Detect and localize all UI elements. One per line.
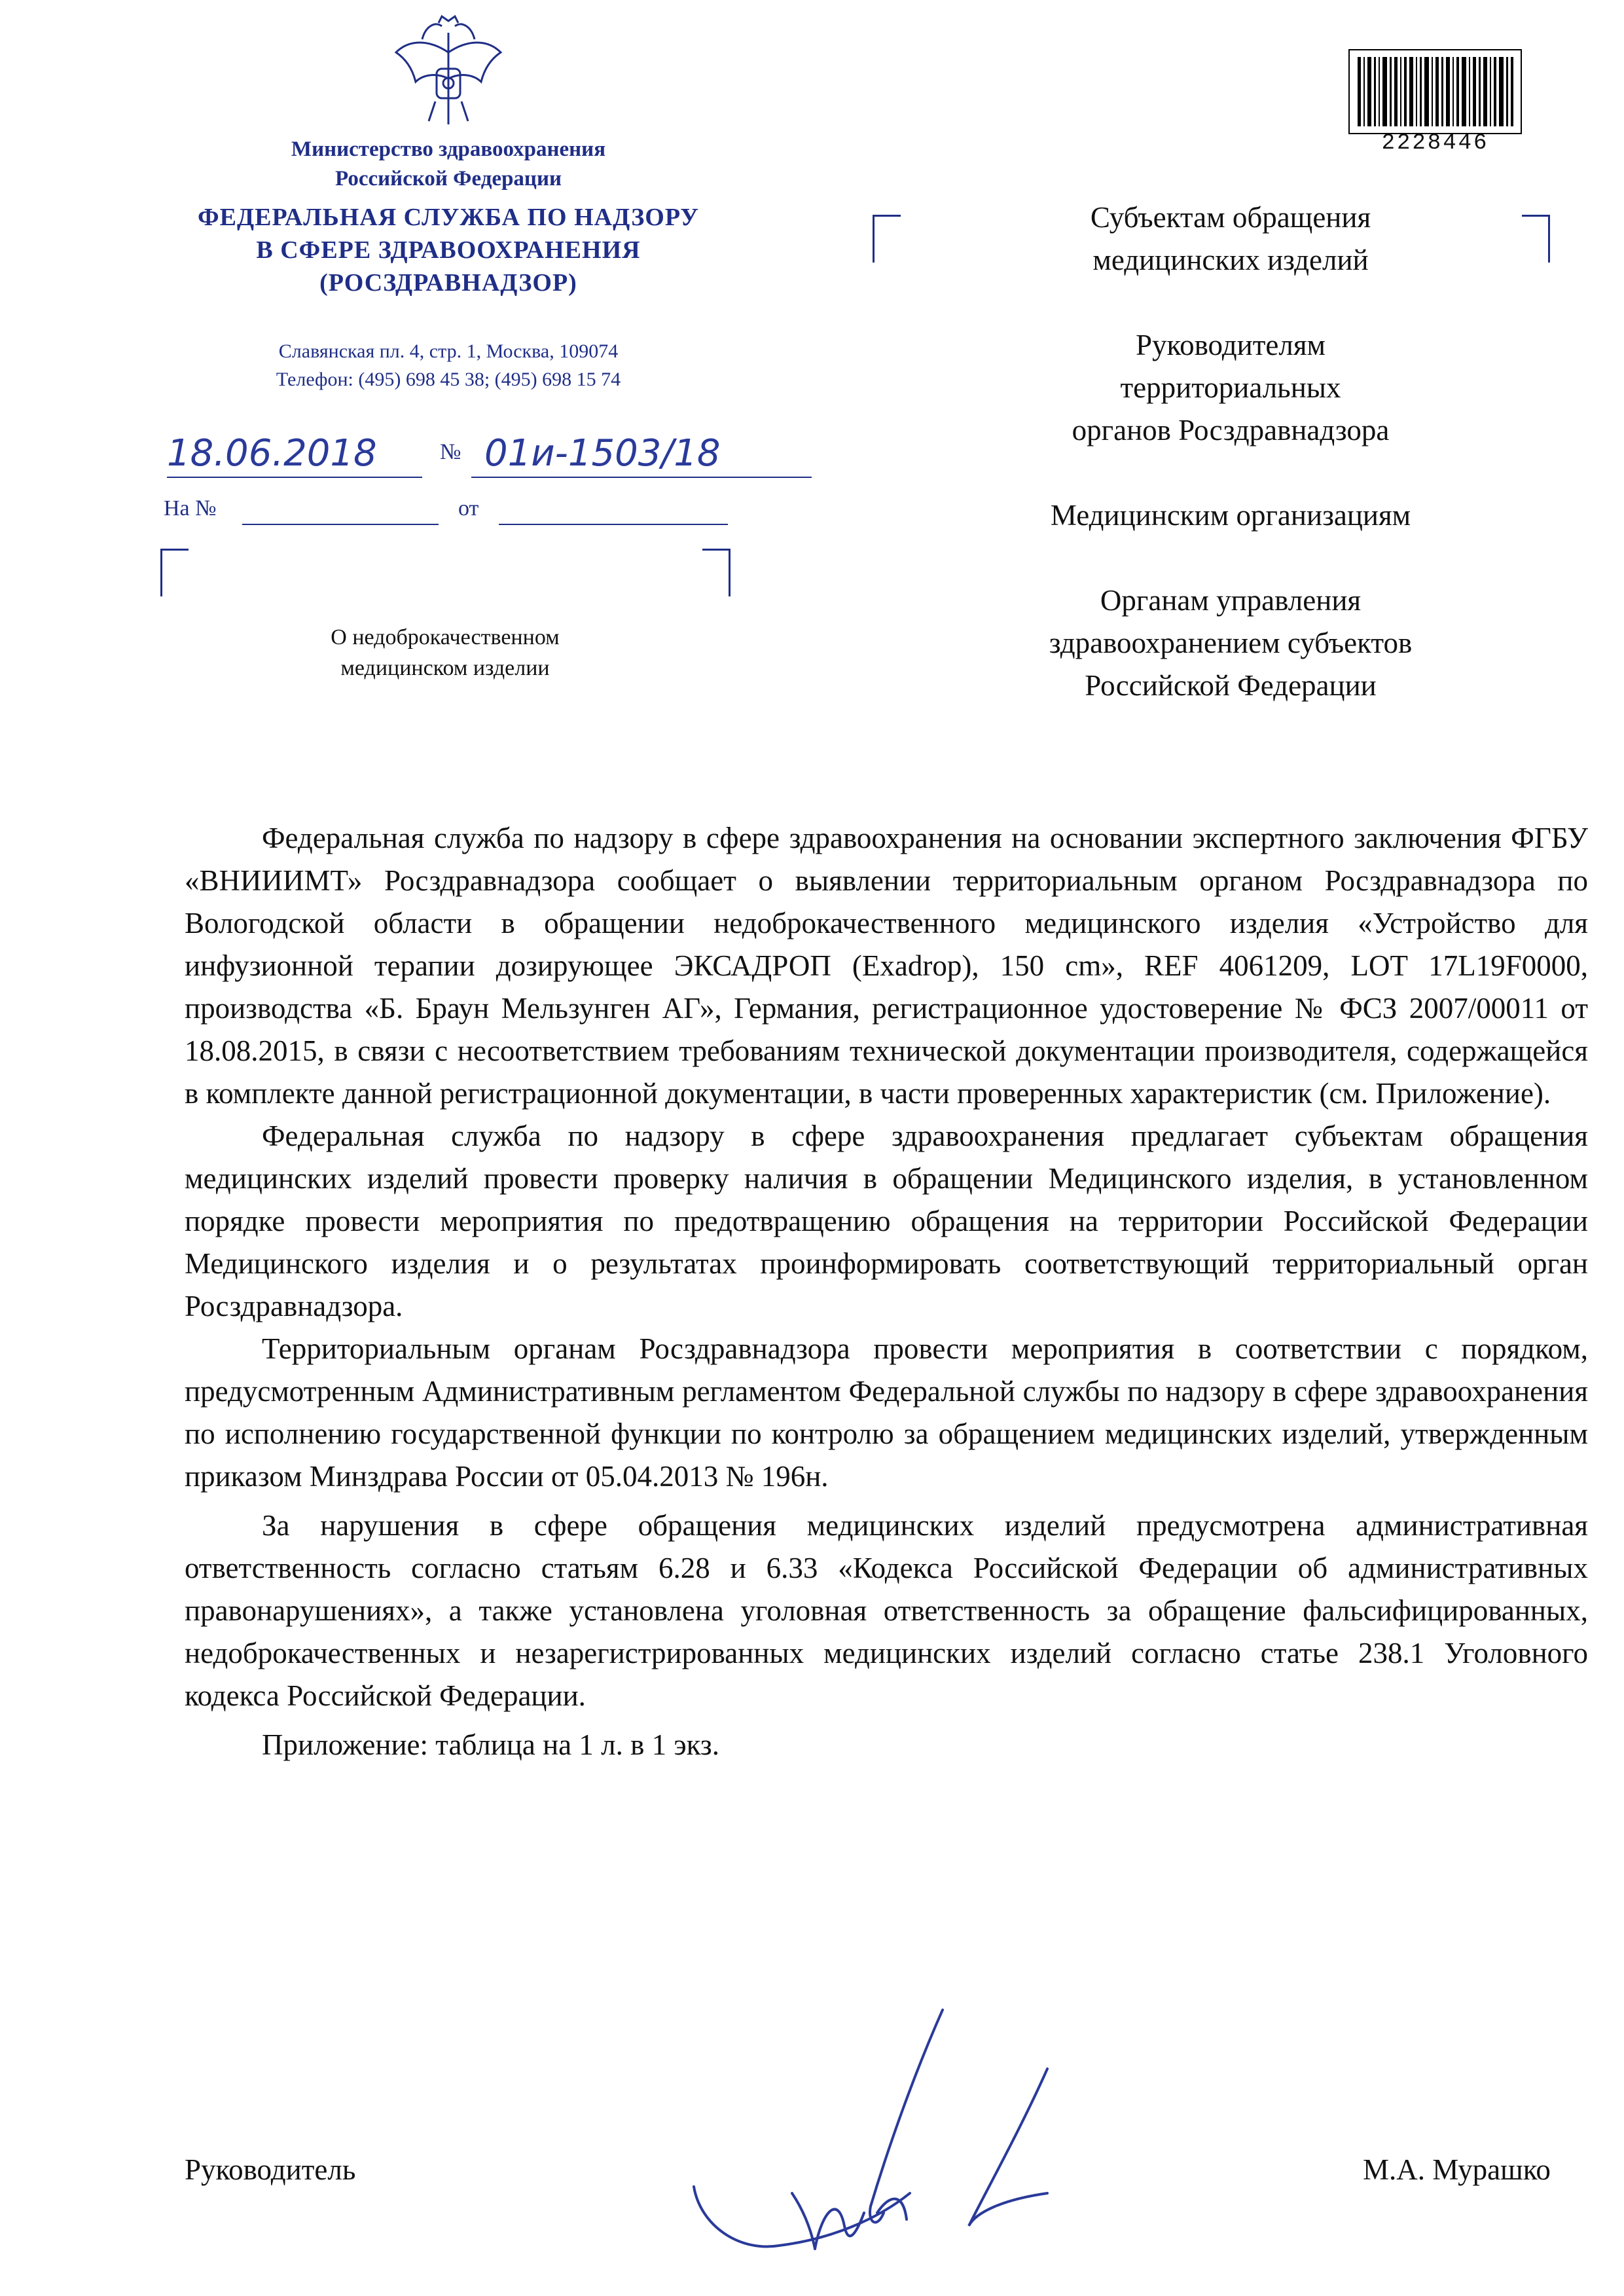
addressee-2: [910, 324, 1551, 452]
barcode-number: 2228446: [1381, 131, 1489, 156]
addressee-4-line-1: Органам управления: [1100, 584, 1362, 617]
ministry-line-1: Министерство здравоохранения: [291, 137, 606, 161]
coat-of-arms-icon: [383, 13, 514, 128]
handwritten-date: 18.06.2018: [167, 432, 377, 475]
signatory-name: М.А. Мурашко: [1363, 2153, 1551, 2186]
reply-date-blank: [499, 524, 728, 525]
ministry-line-2: Российской Федерации: [335, 167, 562, 191]
postal-address: Славянская пл. 4, стр. 1, Москва, 109074: [278, 340, 619, 362]
subject-line-2: медицинском изделии: [340, 656, 550, 680]
subject-bracket-right: [702, 549, 731, 596]
subject-bracket-left: [160, 549, 189, 596]
addressee-2-line-3: органов Росздравнадзора: [1072, 414, 1390, 446]
addressee-bracket-left: [873, 215, 901, 263]
body-paragraph-1: Федеральная служба по надзору в сфере здравоохранения на основании экспертного заключения ФГБУ «ВНИИИМТ» Росздравнадзора сообщает о выявлении территориальным органом Росздравнадзора по Вологодской области в обращении недоброкачественного медицинского изделия «Устройство для инфузионной терапии дозирующее ЭКСАДРОП (Exadrop), 150 cm», REF 4061209, LOT 17L19F0000, производства «Б. Браун Мельзунген АГ», Германия, регистрационное удостоверение № ФСЗ 2007/00011 от 18.08.2015, в связи с несоответствием требованиям технической документации производителя, содержащейся в комплекте данной регистрационной документации, в части проверенных характеристик (см. Приложение).: [185, 822, 1588, 1110]
addressee-1-line-2: медицинских изделий: [1092, 244, 1369, 276]
addressee-4-line-2: здравоохранением субъектов: [1049, 627, 1413, 659]
barcode-icon: [1348, 49, 1522, 134]
addressee-1: [910, 196, 1551, 282]
reply-to-label: На №: [164, 496, 217, 520]
addressee-2-line-1: Руководителям: [1136, 329, 1326, 361]
addressee-1-line-1: Субъектам обращения: [1090, 201, 1371, 234]
service-name-line-3: (РОСЗДРАВНАДЗОР): [319, 269, 577, 297]
handwritten-signature: [681, 1997, 1087, 2265]
attachment-note: Приложение: таблица на 1 л. в 1 экз.: [262, 1728, 719, 1761]
body-paragraph-4: За нарушения в сфере обращения медицинских изделий предусмотрена административная ответственность согласно статьям 6.28 и 6.33 «Кодекса Российской Федерации об административных правонарушениях», а также установлена уголовная ответственность за обращение фальсифицированных, недоброкачественных и незарегистрированных медицинских изделий согласно статье 238.1 Уголовного кодекса Российской Федерации.: [185, 1509, 1588, 1712]
letter-body: [185, 817, 1588, 1766]
reply-number-blank: [242, 524, 439, 525]
service-name-line-2: В СФЕРЕ ЗДРАВООХРАНЕНИЯ: [256, 236, 641, 264]
handwritten-number: 01и-1503/18: [484, 432, 721, 475]
phone-numbers: Телефон: (495) 698 45 38; (495) 698 15 74: [276, 369, 621, 390]
signatory-position: Руководитель: [185, 2153, 356, 2186]
service-name-line-1: ФЕДЕРАЛЬНАЯ СЛУЖБА ПО НАДЗОРУ: [198, 204, 699, 231]
number-label: №: [440, 440, 461, 464]
body-paragraph-3: Территориальным органам Росздравнадзора провести мероприятия в соответствии с порядком, предусмотренным Административным регламентом Федеральной службы по надзору в сфере здравоохранения по исполнению государственной функции по контролю за обращением медицинских изделий, утвержденным приказом Минздрава России от 05.04.2013 № 196н.: [185, 1332, 1588, 1493]
addressee-3-line-1: Медицинским организациям: [1050, 499, 1411, 532]
number-underline: [471, 477, 812, 478]
body-paragraph-2: Федеральная служба по надзору в сфере здравоохранения предлагает субъектам обращения медицинских изделий провести проверку наличия в обращении Медицинского изделия, в установленном порядке провести мероприятия по предотвращению обращения на территории Российской Федерации Медицинского изделия и о результатах проинформировать соответствующий территориальный орган Росздравнадзора.: [185, 1120, 1588, 1322]
date-underline: [167, 477, 422, 478]
reply-from-label: от: [458, 496, 479, 520]
addressee-4-line-3: Российской Федерации: [1085, 669, 1377, 702]
subject-line-1: О недоброкачественном: [331, 625, 560, 649]
addressee-3: [910, 494, 1551, 537]
addressee-4: [910, 579, 1551, 707]
addressee-2-line-2: территориальных: [1120, 371, 1341, 404]
